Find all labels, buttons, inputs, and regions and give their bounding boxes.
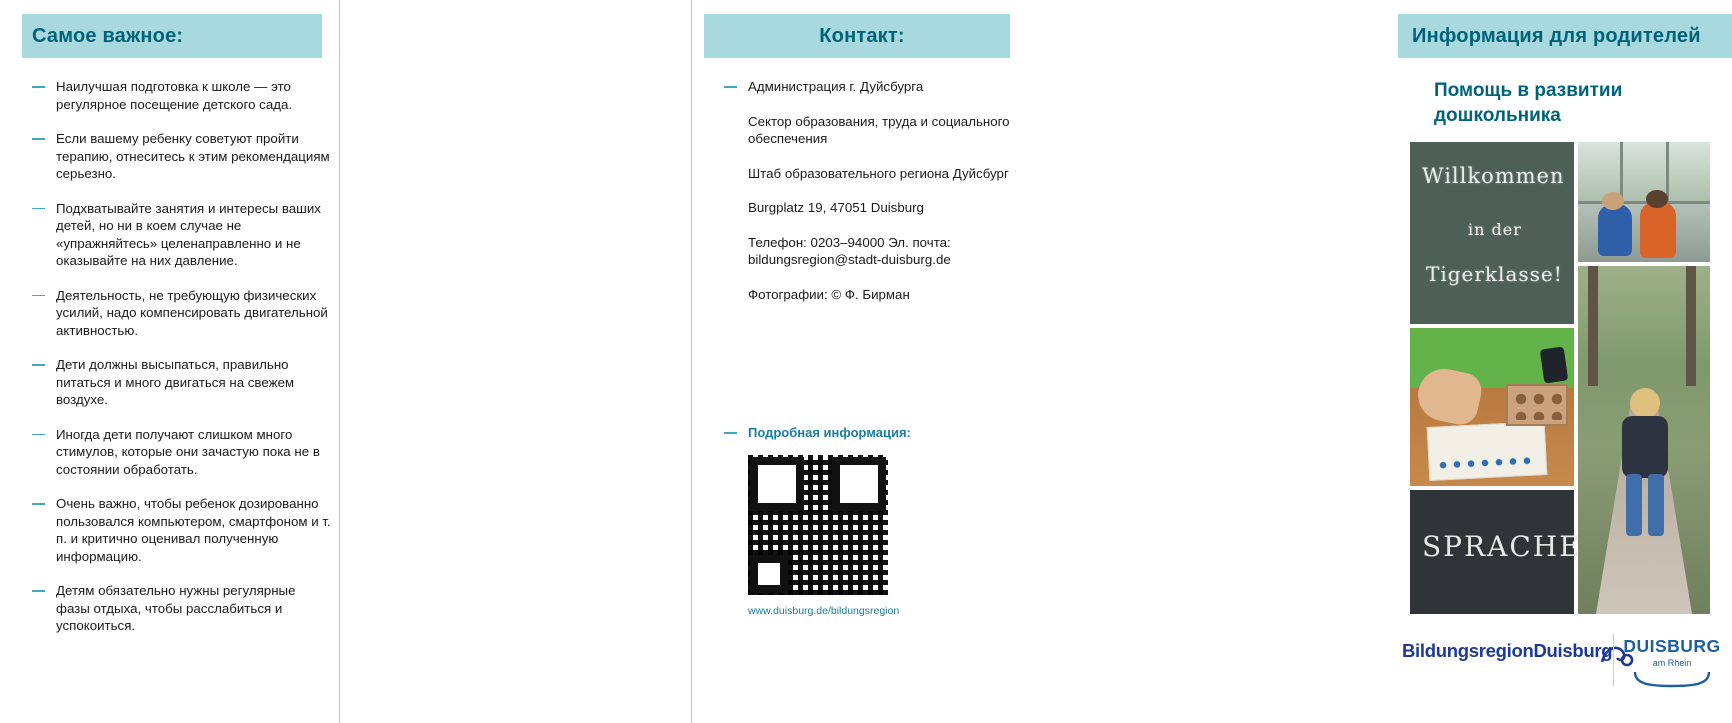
photo-chalkboard-willkommen xyxy=(1410,142,1574,324)
duisburg-wave-icon xyxy=(1629,670,1715,688)
logo-bildungsregion-duisburg xyxy=(1402,640,1612,662)
chalk-word-sprache: SPRACHE xyxy=(1422,530,1582,563)
chalk-line-2: in der xyxy=(1468,220,1522,239)
dash-icon xyxy=(32,138,45,140)
logo-city-duisburg xyxy=(1622,632,1722,688)
most-important-list xyxy=(32,78,332,652)
header-title-most-important: Самое важное: xyxy=(32,24,184,47)
chalk-line-1: Willkommen xyxy=(1422,164,1565,188)
logo-duisburg-text: Duisburg xyxy=(1533,640,1613,661)
list-item xyxy=(32,582,332,635)
column-contact xyxy=(340,0,1010,723)
contact-authority: Администрация г. Дуйсбурга xyxy=(748,79,924,94)
list-item xyxy=(32,356,332,409)
list-item xyxy=(32,426,332,479)
logo-divider xyxy=(1613,634,1614,686)
dash-icon xyxy=(32,503,45,505)
dash-icon xyxy=(32,364,45,366)
list-item xyxy=(32,495,332,565)
list-item-text: Деятельность, не требующую физических усилий, надо компенсировать двигательной активностью. xyxy=(56,287,328,338)
list-item-text: Детям обязательно нужны регулярные фазы отдыха, чтобы расслабиться и успокоиться. xyxy=(56,583,296,633)
dash-icon xyxy=(32,434,45,436)
list-item xyxy=(32,78,332,113)
list-item xyxy=(32,130,332,183)
dash-icon xyxy=(32,295,45,297)
page-title: Помощь в развитии дошкольника xyxy=(1434,80,1623,126)
photo-collage xyxy=(1410,142,1710,614)
chalk-line-3: Tigerklasse! xyxy=(1426,262,1563,286)
dash-icon xyxy=(32,590,45,592)
contact-department: Сектор образования, труда и социального обеспечения xyxy=(748,113,1010,146)
contact-address: Burgplatz 19, 47051 Duisburg xyxy=(748,200,924,215)
list-item xyxy=(32,200,332,270)
contact-photo-credit: Фотографии: © Ф. Бирман xyxy=(748,286,910,302)
logo-city-name: DUISBURG xyxy=(1623,636,1721,656)
photo-children-at-window xyxy=(1578,142,1710,262)
more-info-url[interactable]: www.duisburg.de/bildungsregion xyxy=(748,605,900,617)
list-item-text: Дети должны высыпаться, правильно питаться и много двигаться на свежем воздухе. xyxy=(56,357,295,407)
list-item-text: Иногда дети получают слишком много стимулов, которые они зачастую пока не в состоянии обработать. xyxy=(56,426,320,477)
more-info-label: Подробная информация: xyxy=(748,425,911,440)
list-item-text: Подхватывайте занятия и интересы ваших детей, но ни в коем случае не «упражняйтесь» целенаправленно и не оказывайте на них давление. xyxy=(56,200,321,268)
header-bar-parent-info xyxy=(1398,14,1732,58)
list-item xyxy=(32,287,332,340)
column-most-important xyxy=(0,0,340,723)
contact-office: Штаб образовательного региона Дуйсбург xyxy=(748,165,1009,181)
header-title-parent-info: Информация для родителей xyxy=(1412,24,1701,47)
logo-city-sub: am Rhein xyxy=(1652,658,1692,668)
logo-bildungsregion-text: Bildungsregion xyxy=(1402,640,1534,661)
list-item-text: Наилучшая подготовка к школе — это регулярное посещение детского сада. xyxy=(56,79,293,112)
contact-phone-email: Телефон: 0203–94000 Эл. почта: bildungsregion@stadt-duisburg.de xyxy=(748,234,951,267)
list-item-text: Очень важно, чтобы ребенок дозированно пользовался компьютером, смартфоном и т. п. и критично оценивал полученную информацию. xyxy=(56,496,331,564)
header-bar-most-important xyxy=(22,14,322,58)
header-title-contact: Контакт: xyxy=(819,24,905,47)
dash-icon xyxy=(32,208,45,210)
list-item-text: Если вашему ребенку советуют пройти терапию, отнеситесь к этим рекомендациям серьезно. xyxy=(56,131,330,181)
photo-hands-learning-material xyxy=(1410,328,1574,486)
dash-icon xyxy=(32,86,45,88)
photo-chalkboard-sprache xyxy=(1410,490,1582,614)
photo-boy-with-backpack xyxy=(1578,266,1710,614)
column-cover xyxy=(692,0,1721,723)
logo-row xyxy=(1402,632,1722,692)
